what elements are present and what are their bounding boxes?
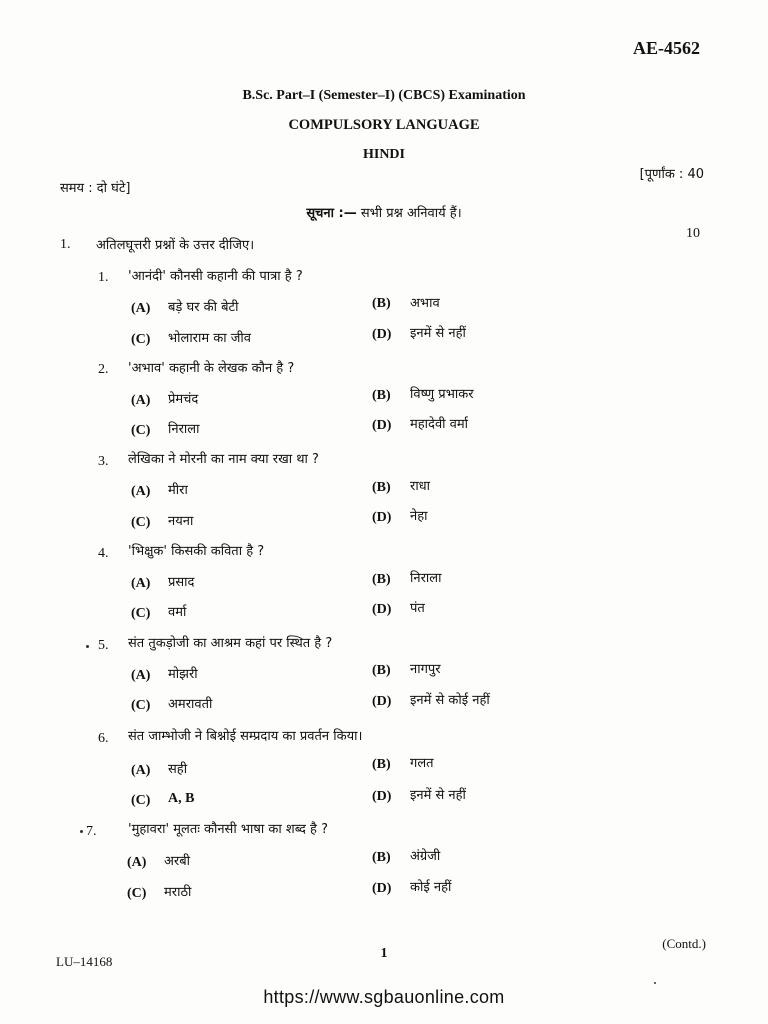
option-text: कोई नहीं — [410, 880, 452, 895]
option-text: गलत — [410, 756, 434, 771]
question-number: 4. — [98, 546, 109, 561]
notice-label: सूचना :— — [306, 206, 357, 221]
option-text: अभाव — [410, 296, 440, 311]
option-text: अमरावती — [168, 697, 213, 712]
language-title: HINDI — [362, 147, 405, 162]
option-letter: (D) — [372, 327, 392, 342]
option-letter: (D) — [372, 510, 392, 525]
option-letter: (D) — [372, 694, 392, 709]
option-letter: (C) — [127, 886, 147, 901]
option-text: पंत — [410, 601, 425, 616]
ink-speck — [654, 982, 656, 984]
option-letter: (C) — [131, 423, 151, 438]
option-text: भोलाराम का जीव — [168, 331, 252, 346]
option-text: इनमें से नहीं — [410, 788, 466, 803]
option-letter: (C) — [131, 793, 151, 808]
option-text: अरबी — [164, 854, 191, 869]
question-number: 3. — [98, 454, 109, 469]
option-text: विष्णु प्रभाकर — [410, 387, 474, 402]
option-text: नयना — [168, 514, 194, 529]
page-number: 1 — [380, 946, 388, 961]
option-letter: (A) — [131, 763, 151, 778]
option-text: प्रसाद — [168, 575, 195, 590]
option-text: सही — [168, 762, 188, 777]
option-letter: (B) — [372, 663, 391, 678]
option-text: मोझरी — [168, 667, 198, 682]
option-text: वर्मा — [168, 605, 187, 620]
option-letter: (A) — [131, 393, 151, 408]
option-letter: (D) — [372, 881, 392, 896]
option-letter: (B) — [372, 850, 391, 865]
question-number: 7. — [86, 824, 97, 839]
option-letter: (A) — [131, 301, 151, 316]
website-url[interactable]: https://www.sgbauonline.com — [263, 987, 505, 1007]
question-number: 6. — [98, 731, 109, 746]
question-text: संत तुकड़ोजी का आश्रम कहां पर स्थित है ? — [128, 636, 333, 651]
question-number: 2. — [98, 362, 109, 377]
option-text: महादेवी वर्मा — [410, 417, 469, 432]
continued-label: (Contd.) — [662, 936, 706, 951]
option-letter: (C) — [131, 515, 151, 530]
question-text: संत जाम्भोजी ने बिश्नोई सम्प्रदाय का प्रवर्तन किया। — [128, 729, 363, 744]
option-text: प्रेमचंद — [168, 392, 199, 407]
option-text: A, B — [168, 791, 195, 806]
option-letter: (B) — [372, 757, 391, 772]
option-text: मीरा — [168, 483, 188, 498]
option-letter: (A) — [131, 668, 151, 683]
paper-code: AE-4562 — [633, 38, 700, 58]
main-question-marks: 10 — [686, 226, 700, 241]
option-letter: (D) — [372, 789, 392, 804]
main-question-text: अतिलघूत्तरी प्रश्नों के उत्तर दीजिए। — [96, 238, 255, 253]
option-letter: (D) — [372, 418, 392, 433]
option-text: निराला — [410, 571, 442, 586]
option-text: नेहा — [410, 509, 428, 524]
max-marks: [पूर्णांक : 40 — [639, 167, 704, 182]
main-question-number: 1. — [60, 237, 71, 252]
option-letter: (D) — [372, 602, 392, 617]
question-text: 'भिक्षुक' किसकी कविता है ? — [128, 544, 265, 559]
option-text: अंग्रेजी — [410, 849, 441, 864]
option-letter: (B) — [372, 296, 391, 311]
instructions — [0, 203, 768, 221]
option-letter: (B) — [372, 480, 391, 495]
ink-mark — [80, 830, 83, 833]
exam-title: B.Sc. Part–I (Semester–I) (CBCS) Examination — [242, 88, 526, 103]
question-text: 'अभाव' कहानी के लेखक कौन है ? — [128, 361, 295, 376]
option-letter: (B) — [372, 388, 391, 403]
option-text: निराला — [168, 422, 200, 437]
footer-code: LU–14168 — [56, 954, 113, 969]
question-text: 'आनंदी' कौनसी कहानी की पात्रा है ? — [128, 269, 303, 284]
option-letter: (A) — [131, 484, 151, 499]
option-letter: (A) — [131, 576, 151, 591]
time-allowed: समय : दो घंटे] — [60, 181, 131, 196]
option-letter: (A) — [127, 855, 147, 870]
question-text: 'मुहावरा' मूलतः कौनसी भाषा का शब्द है ? — [128, 822, 328, 837]
question-text: लेखिका ने मोरनी का नाम क्या रखा था ? — [128, 452, 319, 467]
question-number: 5. — [98, 638, 109, 653]
option-text: बड़े घर की बेटी — [168, 300, 239, 315]
subject-title: COMPULSORY LANGUAGE — [288, 117, 480, 133]
option-text: नागपुर — [410, 662, 441, 677]
question-number: 1. — [98, 270, 109, 285]
option-text: इनमें से नहीं — [410, 326, 466, 341]
option-letter: (B) — [372, 572, 391, 587]
notice-text: सभी प्रश्न अनिवार्य हैं। — [360, 206, 462, 221]
option-letter: (C) — [131, 606, 151, 621]
ink-mark — [86, 645, 89, 648]
option-letter: (C) — [131, 698, 151, 713]
option-text: मराठी — [164, 885, 192, 900]
option-text: इनमें से कोई नहीं — [410, 693, 490, 708]
option-text: राधा — [410, 479, 431, 494]
option-letter: (C) — [131, 332, 151, 347]
